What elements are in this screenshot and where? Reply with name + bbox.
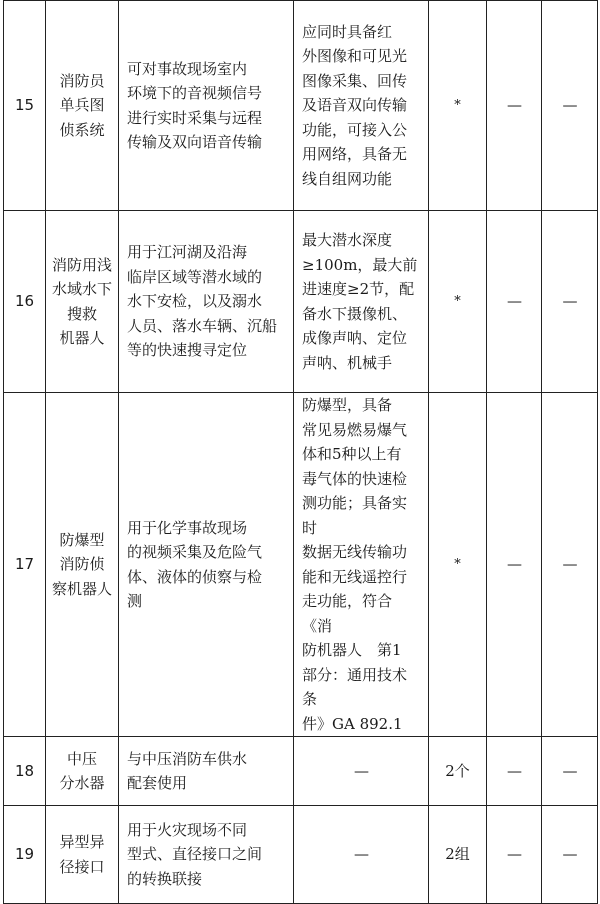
- name-line: 防爆型: [59, 530, 105, 549]
- spec-line: 件》GA 892.1: [302, 714, 403, 733]
- spec-line: 进速度≥2节，配: [302, 280, 415, 298]
- spec-line: 线自组网功能: [302, 169, 393, 188]
- dash-mark: —: [562, 292, 577, 311]
- function-text: [127, 240, 285, 363]
- quantity-cell-col-a: [429, 806, 487, 904]
- dash-mark: —: [507, 761, 521, 780]
- function-line: 用于火灾现场不同: [127, 820, 248, 839]
- equipment-name-cell: [46, 211, 119, 393]
- name-line: 察机器人: [51, 579, 112, 598]
- function-text: [127, 747, 285, 796]
- row-number: 18: [14, 761, 35, 780]
- spec-cell: [294, 211, 429, 393]
- spec-text: [302, 393, 420, 736]
- function-cell: [119, 1, 294, 211]
- quantity-cell-col-a: [429, 211, 487, 393]
- name-line: 径接口: [59, 857, 105, 876]
- spec-line: 用网络，具备无: [302, 145, 408, 164]
- spec-cell: [294, 1, 429, 211]
- name-line: 异型异: [59, 833, 105, 851]
- spec-dash: —: [354, 761, 368, 780]
- name-line: 中压: [66, 749, 97, 768]
- quantity-cell-col-b: [487, 211, 542, 393]
- row-number-cell: [4, 737, 46, 806]
- spec-line: ≥100m，最大前: [302, 255, 418, 274]
- dash-mark: —: [562, 555, 577, 574]
- spec-text: [302, 20, 420, 192]
- spec-line: 体和5种以上有: [302, 445, 402, 463]
- spec-dash: —: [354, 845, 368, 864]
- name-line: 机器人: [59, 329, 105, 347]
- function-line: 传输及双向语音传输: [127, 133, 263, 151]
- quantity-value: 2组: [445, 845, 470, 864]
- spec-line: 走功能，符合《消: [302, 592, 393, 635]
- function-line: 水下安检，以及溺水: [127, 292, 263, 311]
- table-row: [4, 211, 598, 393]
- equipment-name: [52, 253, 112, 351]
- equipment-name: [59, 69, 104, 143]
- quantity-cell-col-c: [542, 806, 598, 904]
- function-line: 进行实时采集与远程: [127, 108, 263, 127]
- equipment-name-cell: [46, 393, 119, 737]
- function-cell: [119, 393, 294, 737]
- equipment-name-cell: [46, 806, 119, 904]
- quantity-cell-col-b: [487, 393, 542, 737]
- spec-line: 备水下摄像机、: [302, 304, 408, 323]
- quantity-cell-col-c: [542, 1, 598, 211]
- table-row: [4, 1, 598, 211]
- function-cell: [119, 737, 294, 806]
- function-line: 测: [127, 592, 143, 610]
- equipment-name-cell: [46, 1, 119, 211]
- spec-line: 能和无线遥控行: [302, 567, 408, 586]
- spec-line: 防机器人 第1: [302, 641, 402, 659]
- equipment-name: [59, 830, 104, 879]
- spec-cell: [294, 393, 429, 737]
- function-cell: [119, 211, 294, 393]
- quantity-cell-col-b: [487, 737, 542, 806]
- function-text: [127, 818, 285, 892]
- equipment-name-cell: [46, 737, 119, 806]
- name-line: 单兵图: [59, 96, 105, 115]
- spec-text: [302, 228, 420, 375]
- dash-mark: —: [507, 555, 521, 574]
- function-line: 用于江河湖及沿海: [127, 243, 248, 262]
- asterisk-mark: *: [454, 557, 461, 573]
- spec-line: 最大潜水深度: [302, 231, 393, 249]
- dash-mark: —: [507, 845, 521, 864]
- quantity-cell-col-a: [429, 393, 487, 737]
- equipment-name: [59, 747, 104, 796]
- name-line: 消防用浅: [51, 255, 112, 274]
- quantity-cell-col-a: [429, 1, 487, 211]
- function-line: 的转换联接: [127, 869, 203, 888]
- row-number: 15: [14, 96, 35, 115]
- function-line: 可对事故现场室内: [127, 59, 248, 78]
- equipment-name: [52, 528, 112, 602]
- asterisk-mark: *: [454, 98, 461, 114]
- table-row: [4, 737, 598, 806]
- dash-mark: —: [562, 761, 577, 780]
- name-line: 消防员: [59, 71, 105, 90]
- function-line: 配套使用: [127, 774, 188, 792]
- spec-line: 声呐、机械手: [302, 353, 393, 372]
- row-number: 19: [14, 845, 35, 864]
- spec-line: 毒气体的快速检: [302, 469, 408, 488]
- function-cell: [119, 806, 294, 904]
- quantity-cell-col-c: [542, 737, 598, 806]
- row-number-cell: [4, 211, 46, 393]
- name-line: 侦系统: [59, 120, 105, 139]
- table-body: [4, 1, 598, 904]
- row-number-cell: [4, 806, 46, 904]
- table-row: [4, 806, 598, 904]
- function-line: 的视频采集及危险气: [127, 543, 263, 561]
- equipment-table: [3, 0, 598, 904]
- quantity-cell-col-b: [487, 806, 542, 904]
- quantity-cell-col-c: [542, 211, 598, 393]
- function-line: 与中压消防车供水: [127, 749, 248, 768]
- row-number-cell: [4, 1, 46, 211]
- dash-mark: —: [562, 96, 577, 115]
- name-line: 水域水下: [51, 280, 112, 298]
- spec-line: 图像采集、回传: [302, 71, 408, 90]
- spec-line: 防爆型，具备: [302, 396, 393, 414]
- function-line: 用于化学事故现场: [127, 518, 248, 537]
- spec-line: 部分：通用技术条: [302, 665, 408, 708]
- quantity-cell-col-c: [542, 393, 598, 737]
- spec-line: 外图像和可见光: [302, 47, 408, 66]
- row-number: 16: [14, 292, 35, 311]
- dash-mark: —: [507, 292, 521, 311]
- function-line: 环境下的音视频信号: [127, 84, 263, 102]
- function-line: 临岸区域等潜水域的: [127, 267, 263, 286]
- quantity-cell-col-a: [429, 737, 487, 806]
- name-line: 搜救: [66, 304, 97, 323]
- name-line: 消防侦: [59, 555, 105, 574]
- name-line: 分水器: [59, 774, 105, 792]
- quantity-cell-col-b: [487, 1, 542, 211]
- dash-mark: —: [562, 845, 577, 864]
- row-number-cell: [4, 393, 46, 737]
- function-text: [127, 516, 285, 614]
- spec-line: 功能，可接入公: [302, 120, 408, 139]
- function-line: 型式、直径接口之间: [127, 845, 263, 864]
- table-row: [4, 393, 598, 737]
- function-line: 人员、落水车辆、沉船: [127, 316, 278, 335]
- function-line: 体、液体的侦察与检: [127, 567, 263, 586]
- asterisk-mark: *: [454, 294, 461, 310]
- spec-cell: [294, 737, 429, 806]
- quantity-value: 2个: [445, 761, 470, 780]
- spec-cell: [294, 806, 429, 904]
- dash-mark: —: [507, 96, 521, 115]
- spec-line: 成像声呐、定位: [302, 329, 408, 347]
- spec-line: 及语音双向传输: [302, 96, 408, 115]
- spec-line: 数据无线传输功: [302, 543, 408, 561]
- function-line: 等的快速搜寻定位: [127, 341, 248, 360]
- spec-line: 应同时具备红: [302, 22, 393, 41]
- row-number: 17: [14, 555, 35, 574]
- spec-line: 测功能；具备实时: [302, 494, 408, 537]
- function-text: [127, 57, 285, 155]
- spec-line: 常见易燃易爆气: [302, 420, 408, 439]
